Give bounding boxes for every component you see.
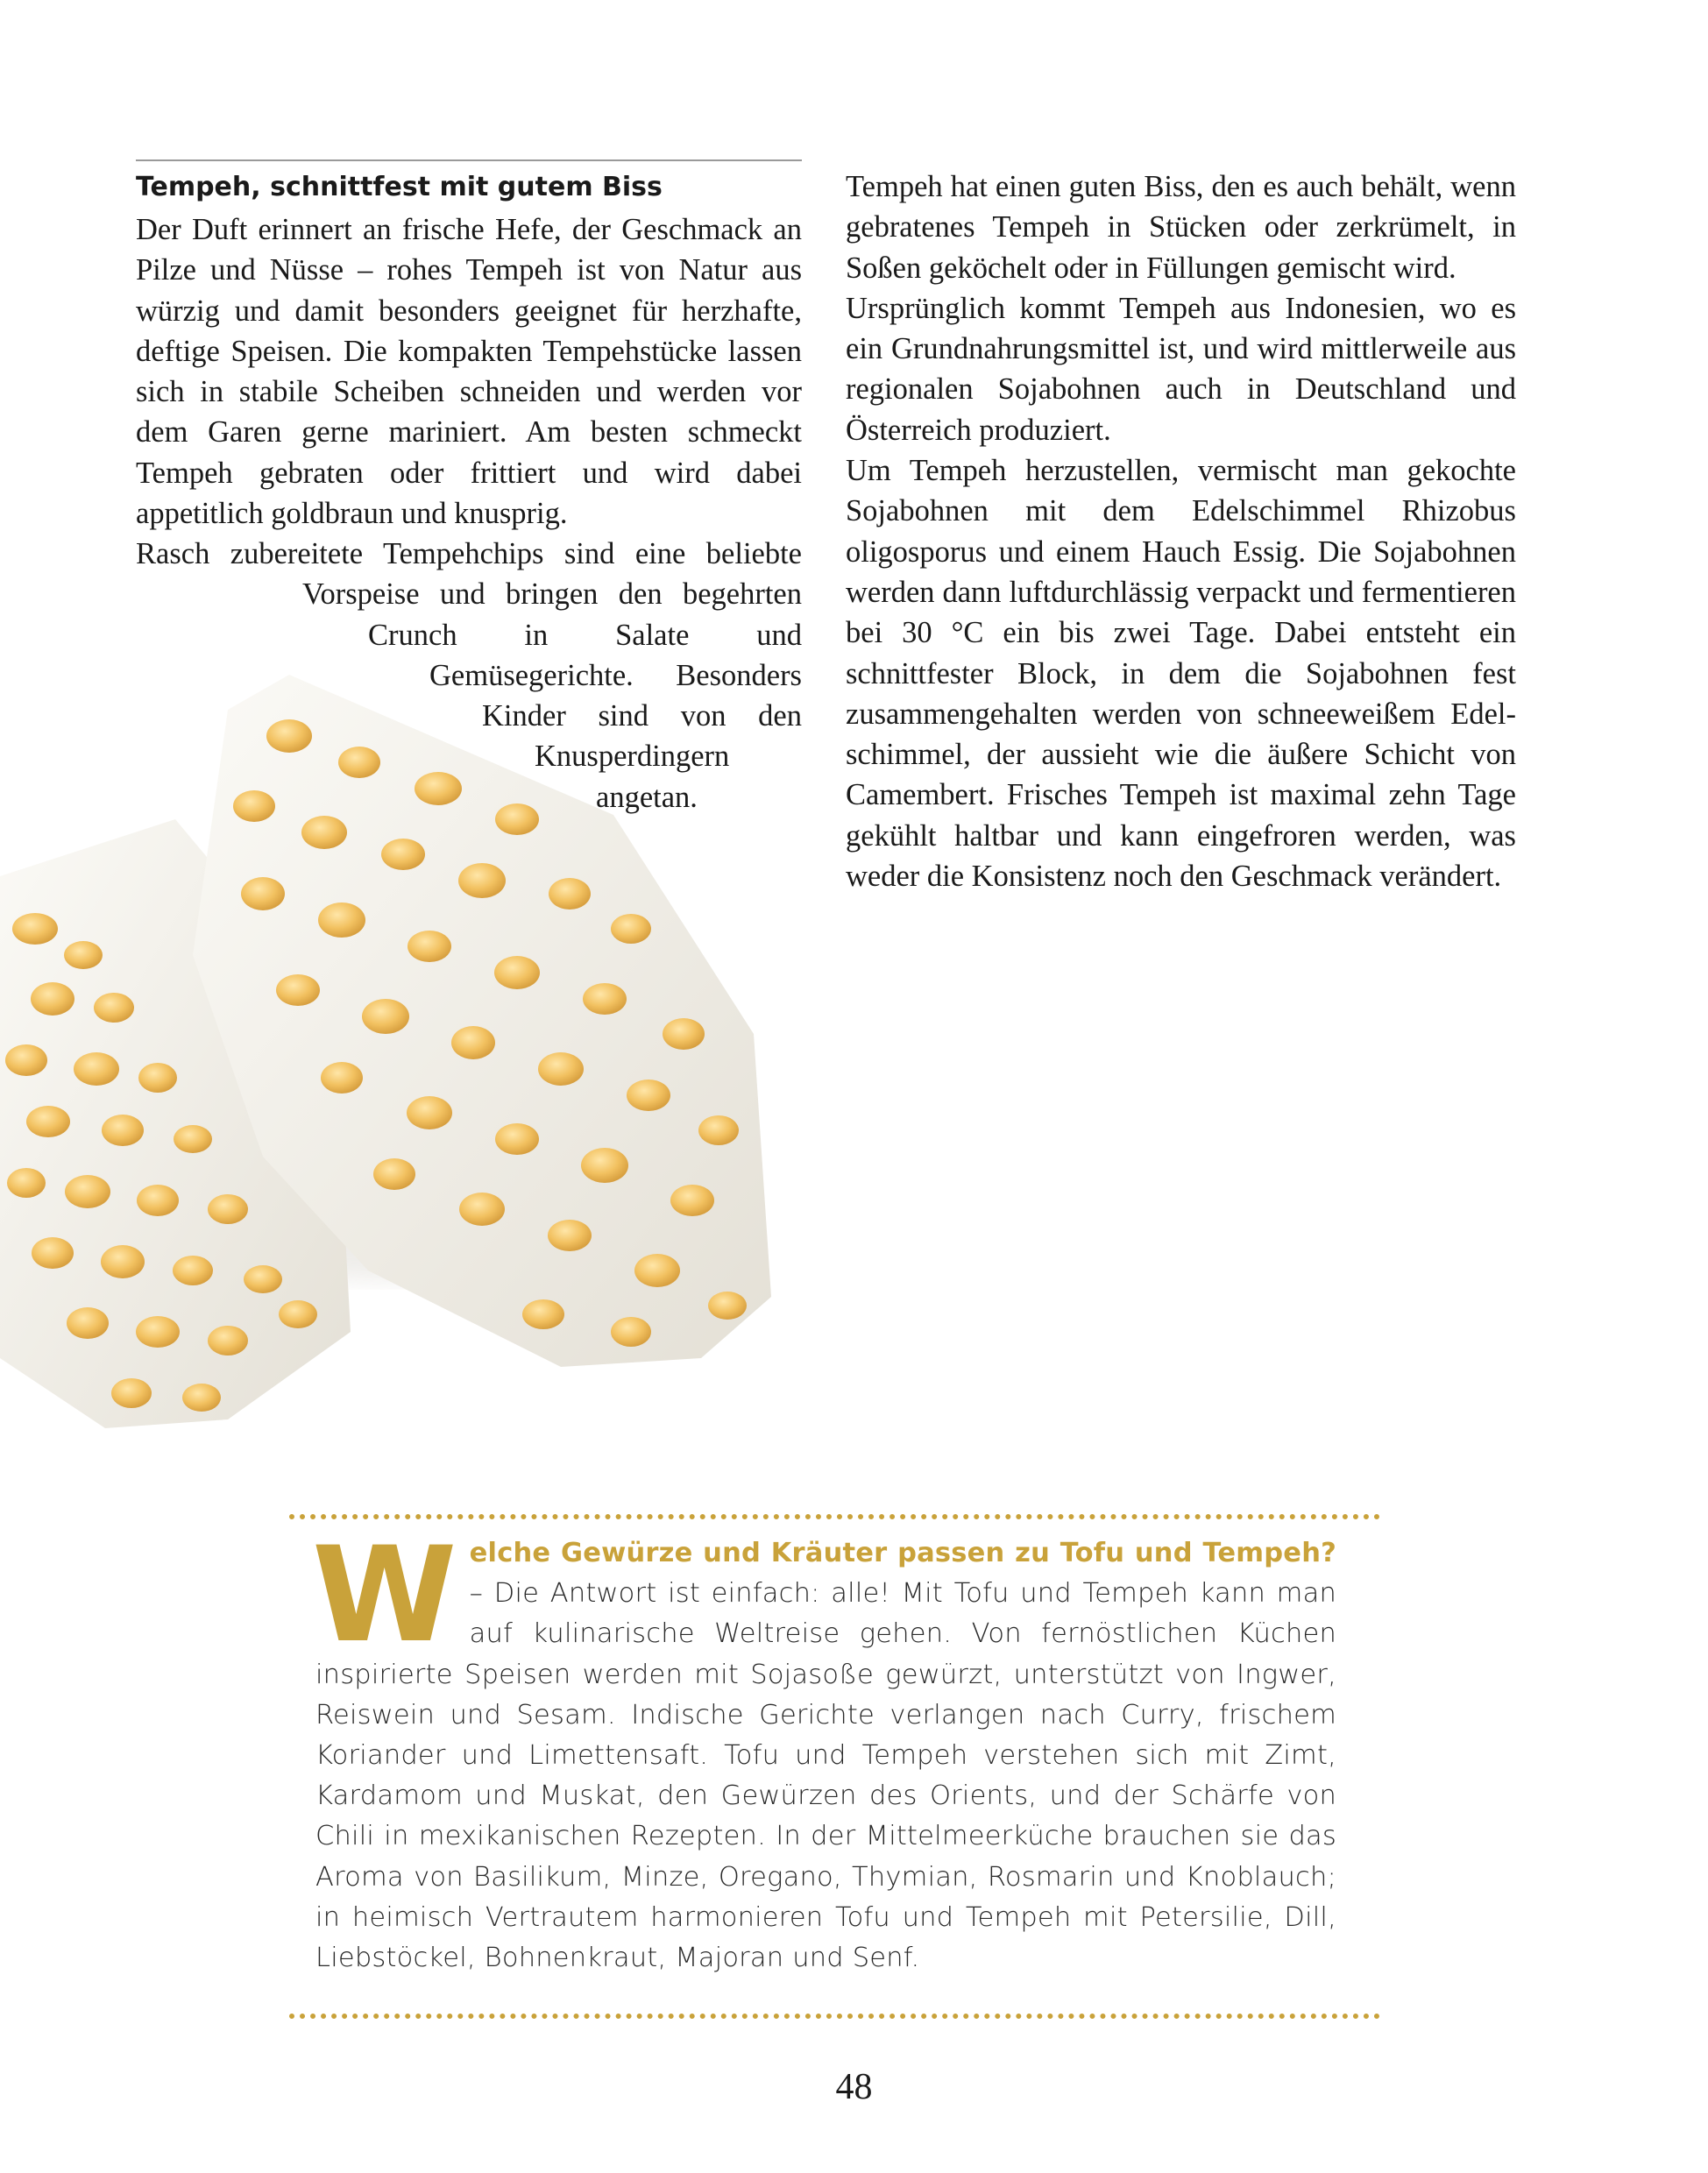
infobox-body: – Die Antwort ist einfach: alle! Mit Tofu und Tempeh kann man auf kulinarische Weltreise gehen. Von fernöstlichen Küchen inspirierte Speisen werden mit Sojasoße gewürzt, unterstützt von Ingwer, Reiswein und Sesam. Indische Gerichte verlangen nach Curry, frischem Koriander und Limettensaft. Tofu und Tempeh verstehen sich mit Zimt, Kardamom und Muskat, den Gewürzen des Orients, und der Schärfe von Chili in mexikanischen Rezepten. In der Mittelmeerküche brauchen sie das Aroma von Basilikum, Minze, Oregano, Thymian, Rosmarin und Knoblauch; in heimisch Vertrautem harmonieren Tofu und Tempeh mit Petersilie, Dill, Liebstöckel, Bohnenkraut, Majoran und Senf. [315, 1578, 1336, 1974]
left-paragraph-2: Rasch zubereitete Tempehchips sind eine beliebte Vorspeise und bringen den begehrten Crunch in Salate und Gemüsegerichte. Besonders Kinder sind von den Knusperdingern angetan. [136, 537, 802, 814]
left-column [136, 209, 802, 534]
heading-rule [136, 159, 802, 161]
infobox-drop-cap: W [312, 1519, 457, 1672]
right-paragraph-1: Tempeh hat einen guten Biss, den es auch behält, wenn gebratenes Tempeh in Stücken oder zerkrümelt, in Soßen geköchelt oder in Füllungen gemischt wird. [846, 170, 1516, 285]
right-paragraph-3: Um Tempeh herzustellen, vermischt man gekochte Sojabohnen mit dem Edelschimmel Rhizobus oligosporus und einem Hauch Essig. Die Sojabohnen werden dann luftdurchlässig verpackt und fermentieren bei 30 °C ein bis zwei Tage. Dabei entsteht ein schnittfester Block, in dem die Sojabohnen fest zusammengehalten werden von schneeweißem Edelschimmel, der aussieht wie die äußere Schicht von Camembert. Frisches Tempeh ist maximal zehn Tage gekühlt haltbar und kann eingefroren werden, was weder die Konsistenz noch den Geschmack verändert. [846, 454, 1516, 894]
article-heading: Tempeh, schnittfest mit gutem Biss [136, 172, 663, 202]
infobox-title: elche Gewürze und Kräuter passen zu Tofu und Tempeh? [469, 1538, 1336, 1568]
page-number: 48 [835, 2067, 873, 2107]
left-paragraph-1: Der Duft erinnert an frische Hefe, der Geschmack an Pilze und Nüsse – rohes Tempeh ist von Natur aus würzig und damit besonders geeignet für herzhafte, deftige Speisen. Die kompakten Tempehstücke lassen sich in stabile Scheiben schneiden und werden vor dem Garen gerne mariniert. Am besten schmeckt Tempeh gebraten oder frittiert und wird dabei appetitlich goldbraun und knusprig. [136, 213, 802, 531]
spice-infobox [312, 1519, 1336, 1978]
tempeh-photo [0, 666, 824, 1472]
right-paragraph-2: Ursprünglich kommt Tempeh aus Indonesien, wo es ein Grundnahrungsmittel ist, und wird mittlerweile aus regionalen Sojabohnen auch in Deutschland und Österreich produziert. [846, 291, 1516, 447]
right-column [846, 166, 1516, 896]
infobox-bottom-divider [289, 2014, 1380, 2019]
